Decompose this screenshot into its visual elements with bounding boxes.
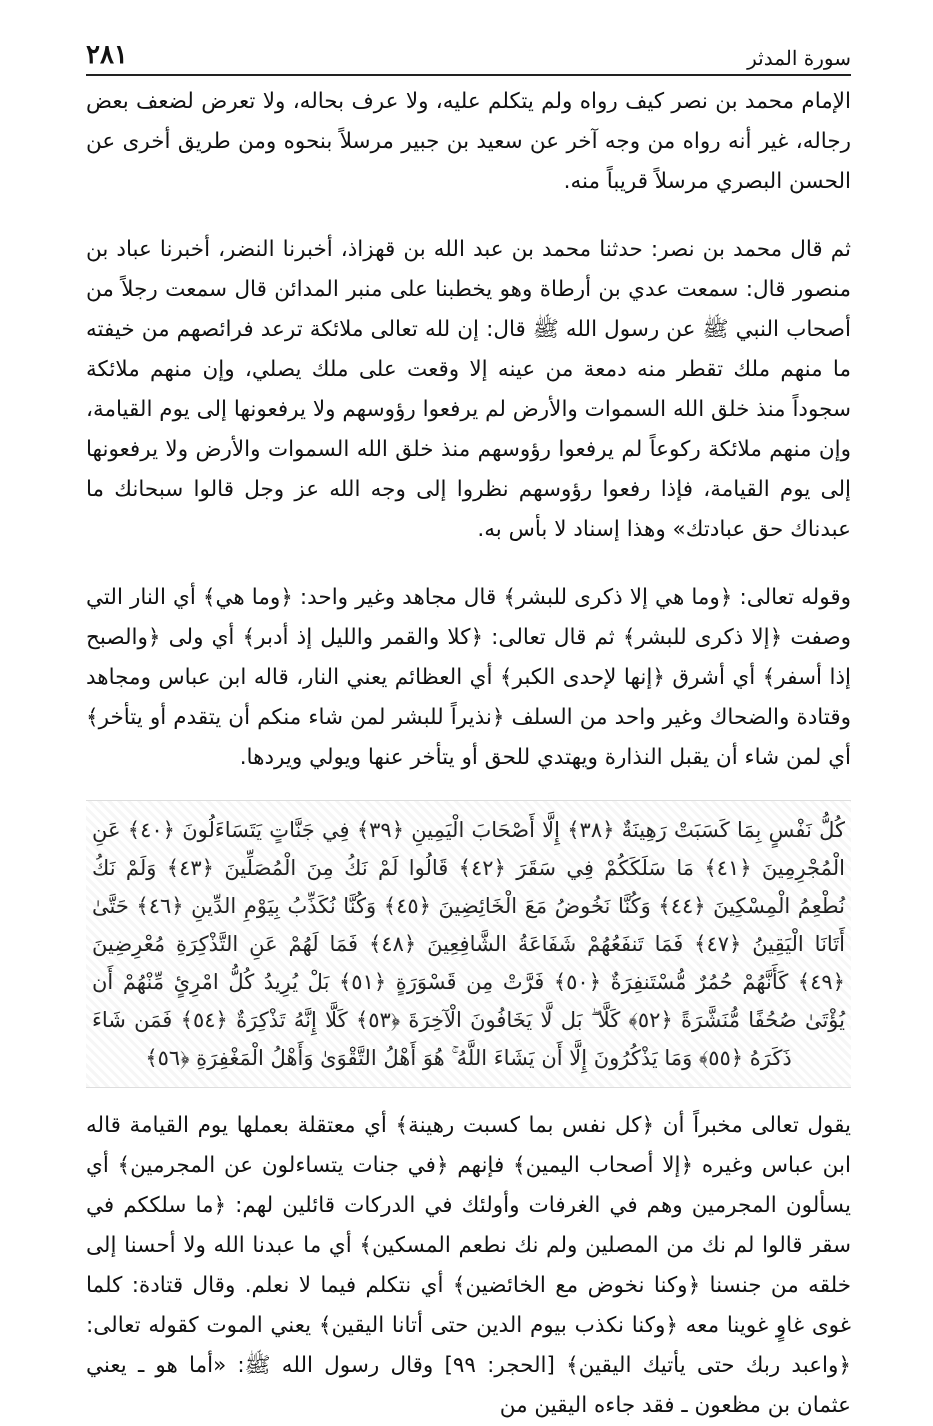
surah-title: سورة المدثر <box>747 46 851 70</box>
page-number: ٢٨١ <box>86 40 128 70</box>
quran-verses-block: كُلُّ نَفْسٍ بِمَا كَسَبَتْ رَهِينَةٌ ﴿٣٨﴾ إِلَّا أَصْحَابَ الْيَمِينِ ﴿٣٩﴾ فِي جَنَّاتٍ يَتَسَاءَلُونَ ﴿٤٠﴾ عَنِ الْمُجْرِمِينَ ﴿٤١﴾ مَا سَلَكَكُمْ فِي سَقَرَ ﴿٤٢﴾ قَالُوا لَمْ نَكُ مِنَ الْمُصَلِّينَ ﴿٤٣﴾ وَلَمْ نَكُ نُطْعِمُ الْمِسْكِينَ ﴿٤٤﴾ وَكُنَّا نَخُوضُ مَعَ الْخَائِضِينَ ﴿٤٥﴾ وَكُنَّا نُكَذِّبُ بِيَوْمِ الدِّينِ ﴿٤٦﴾ حَتَّىٰ أَتَانَا الْيَقِينُ ﴿٤٧﴾ فَمَا تَنفَعُهُمْ شَفَاعَةُ الشَّافِعِينَ ﴿٤٨﴾ فَمَا لَهُمْ عَنِ التَّذْكِرَةِ مُعْرِضِينَ ﴿٤٩﴾ كَأَنَّهُمْ حُمُرٌ مُّسْتَنفِرَةٌ ﴿٥٠﴾ فَرَّتْ مِن قَسْوَرَةٍ ﴿٥١﴾ بَلْ يُرِيدُ كُلُّ امْرِئٍ مِّنْهُمْ أَن يُؤْتَىٰ صُحُفًا مُّنَشَّرَةً ﴿٥٢﴾ كَلَّا ۖ بَل لَّا يَخَافُونَ الْآخِرَةَ ﴿٥٣﴾ كَلَّا إِنَّهُ تَذْكِرَةٌ ﴿٥٤﴾ فَمَن شَاءَ ذَكَرَهُ ﴿٥٥﴾ وَمَا يَذْكُرُونَ إِلَّا أَن يَشَاءَ اللَّهُ ۚ هُوَ أَهْلُ التَّقْوَىٰ وَأَهْلُ الْمَغْفِرَةِ ﴿٥٦﴾ <box>86 800 851 1088</box>
commentary-paragraph: يقول تعالى مخبراً أن ﴿كل نفس بما كسبت رهينة﴾ أي معتقلة بعملها يوم القيامة قاله ابن عباس وغيره ﴿إلا أصحاب اليمين﴾ فإنهم ﴿في جنات يتساءلون عن المجرمين﴾ أي يسألون المجرمين وهم في الغرفات وأولئك في الدركات قائلين لهم: ﴿ما سلككم في سقر قالوا لم نك من المصلين ولم نك نطعم المسكين﴾ أي ما عبدنا الله ولا أحسنا إلى خلقه من جنسنا ﴿وكنا نخوض مع الخائضين﴾ أي نتكلم فيما لا نعلم. وقال قتادة: كلما غوى غاوٍ غوينا معه ﴿وكنا نكذب بيوم الدين حتى أتانا اليقين﴾ يعني الموت كقوله تعالى: ﴿واعبد ربك حتى يأتيك اليقين﴾ [الحجر: ٩٩] وقال رسول الله ﷺ: «أما هو ـ يعني عثمان بن مظعون ـ فقد جاءه اليقين من <box>86 1113 851 1418</box>
page-header <box>86 42 851 76</box>
paragraph-2: ثم قال محمد بن نصر: حدثنا محمد بن عبد الله بن قهزاذ، أخبرنا النضر، أخبرنا عباد بن منصور قال: سمعت عدي بن أرطاة وهو يخطبنا على منبر المدائن قال سمعت رجلاً من أصحاب النبي ﷺ عن رسول الله ﷺ قال: إن لله تعالى ملائكة ترعد فرائصهم من خيفته ما منهم ملك تقطر منه دمعة من عينه إلا وقعت على ملك يصلي، وإن منهم ملائكة سجوداً منذ خلق الله السموات والأرض لم يرفعوا رؤوسهم ولا يرفعونها إلى يوم القيامة، وإن منهم ملائكة ركوعاً لم يرفعوا رؤوسهم منذ خلق الله السموات والأرض ولا يرفعونها إلى يوم القيامة، فإذا رفعوا رؤوسهم نظروا إلى وجه الله عز وجل قالوا سبحانك ما عبدناك حق عبادتك» وهذا إسناد لا بأس به. <box>86 237 851 542</box>
paragraph-1: الإمام محمد بن نصر كيف رواه ولم يتكلم عليه، ولا عرف بحاله، ولا تعرض لضعف بعض رجاله، غير أنه رواه من وجه آخر عن سعيد بن جبير مرسلاً بنحوه ومن طريق أخرى عن الحسن البصري مرسلاً قريباً منه. <box>86 89 851 194</box>
paragraph-3: وقوله تعالى: ﴿وما هي إلا ذكرى للبشر﴾ قال مجاهد وغير واحد: ﴿وما هي﴾ أي النار التي وصفت ﴿إلا ذكرى للبشر﴾ ثم قال تعالى: ﴿كلا والقمر والليل إذ أدبر﴾ أي ولى ﴿والصبح إذا أسفر﴾ أي أشرق ﴿إنها لإحدى الكبر﴾ أي العظائم يعني النار، قاله ابن عباس ومجاهد وقتادة والضحاك وغير واحد من السلف ﴿نذيراً للبشر لمن شاء منكم أن يتقدم أو يتأخر﴾ أي لمن شاء أن يقبل النذارة ويهتدي للحق أو يتأخر عنها ويولي ويردها. <box>86 585 851 770</box>
